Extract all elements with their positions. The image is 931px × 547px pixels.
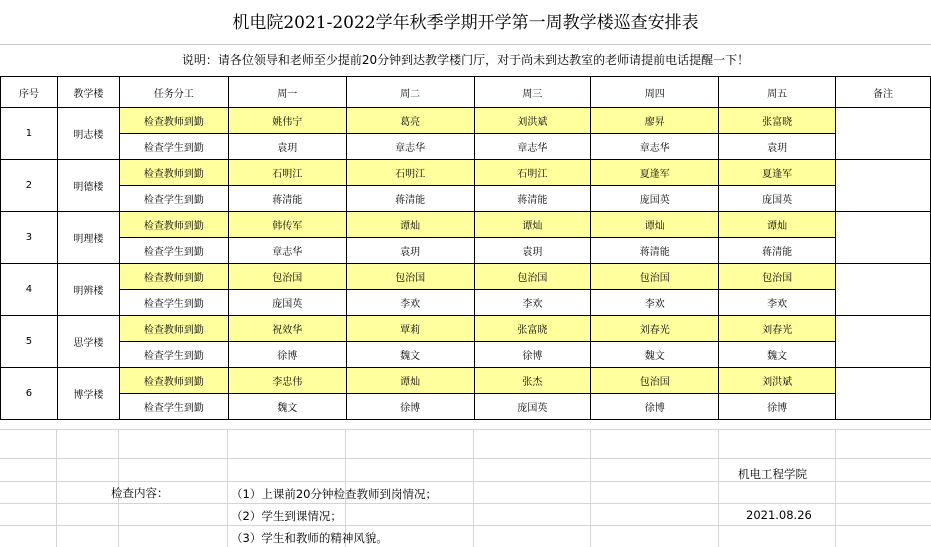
student-cell: 袁玥 [719,134,836,160]
header-remark: 备注 [836,77,931,108]
student-cell: 魏文 [228,394,346,420]
task-label: 检查学生到勤 [119,290,228,316]
student-row [1,290,931,316]
student-row [1,394,931,420]
student-cell: 徐博 [719,394,836,420]
footer-item-1: （1）上课前20分钟检查教师到岗情况； [231,487,437,501]
teacher-cell: 谭灿 [346,212,474,238]
teacher-cell: 石明江 [228,160,346,186]
sheet-title: 机电院2021-2022学年秋季学期开学第一周教学楼巡查安排表 [0,0,931,45]
building-name: 思学楼 [57,316,119,368]
teacher-row [1,212,931,238]
student-cell: 庞国英 [474,394,591,420]
teacher-row [1,160,931,186]
footer-item-2: （2）学生到课情况； [231,509,342,523]
footer-org: 机电工程学院 [738,467,807,481]
building-name: 博学楼 [57,368,119,420]
student-cell: 章志华 [474,134,591,160]
student-cell: 李欢 [591,290,719,316]
teacher-row [1,108,931,134]
teacher-cell: 韩传军 [228,212,346,238]
student-cell: 章志华 [346,134,474,160]
task-label: 检查学生到勤 [119,342,228,368]
teacher-row [1,316,931,342]
remark-cell [836,108,931,160]
student-cell: 蒋清能 [719,238,836,264]
teacher-cell: 刘春光 [591,316,719,342]
student-cell: 蒋清能 [346,186,474,212]
teacher-cell: 廖昇 [591,108,719,134]
patrol-schedule-table [0,76,931,420]
header-thu: 周四 [591,77,719,108]
teacher-cell: 石明江 [346,160,474,186]
student-cell: 庞国英 [719,186,836,212]
teacher-cell: 刘春光 [719,316,836,342]
student-cell: 章志华 [591,134,719,160]
header-tue: 周二 [346,77,474,108]
student-cell: 李欢 [474,290,591,316]
row-number: 2 [1,160,58,212]
row-number: 3 [1,212,58,264]
task-label: 检查学生到勤 [119,238,228,264]
task-label: 检查教师到勤 [119,108,228,134]
footer-area [0,429,931,547]
row-number: 4 [1,264,58,316]
remark-cell [836,212,931,264]
header-row [1,77,931,108]
teacher-cell: 石明江 [474,160,591,186]
footer-check-label: 检查内容： [111,486,169,500]
remark-cell [836,160,931,212]
teacher-row [1,368,931,394]
student-cell: 袁玥 [346,238,474,264]
student-cell: 徐博 [474,342,591,368]
student-cell: 蒋清能 [228,186,346,212]
header-fri: 周五 [719,77,836,108]
building-name: 明志楼 [57,108,119,160]
teacher-cell: 刘洪斌 [474,108,591,134]
task-label: 检查教师到勤 [119,212,228,238]
footer-item-3: （3）学生和教师的精神风貌。 [231,531,388,545]
student-row [1,342,931,368]
task-label: 检查学生到勤 [119,394,228,420]
teacher-cell: 姚伟宁 [228,108,346,134]
instruction-note: 说明：请各位领导和老师至少提前20分钟到达教学楼门厅，对于尚未到达教室的老师请提前电话提醒一下！ [0,44,931,77]
remark-cell [836,316,931,368]
teacher-cell: 谭灿 [591,212,719,238]
row-number: 1 [1,108,58,160]
remark-cell [836,368,931,420]
teacher-row [1,264,931,290]
teacher-cell: 张富晓 [474,316,591,342]
student-cell: 魏文 [719,342,836,368]
student-cell: 魏文 [346,342,474,368]
header-building: 教学楼 [57,77,119,108]
task-label: 检查学生到勤 [119,134,228,160]
header-wed: 周三 [474,77,591,108]
teacher-cell: 包治国 [591,264,719,290]
task-label: 检查教师到勤 [119,160,228,186]
student-row [1,238,931,264]
footer-date: 2021.08.26 [746,508,812,522]
teacher-cell: 谭灿 [346,368,474,394]
student-cell: 魏文 [591,342,719,368]
teacher-cell: 张杰 [474,368,591,394]
student-cell: 徐博 [346,394,474,420]
building-name: 明德楼 [57,160,119,212]
task-label: 检查教师到勤 [119,264,228,290]
task-label: 检查教师到勤 [119,368,228,394]
teacher-cell: 覃莉 [346,316,474,342]
row-number: 6 [1,368,58,420]
header-no: 序号 [1,77,58,108]
header-task: 任务分工 [119,77,228,108]
row-number: 5 [1,316,58,368]
teacher-cell: 包治国 [346,264,474,290]
building-name: 明辨楼 [57,264,119,316]
student-cell: 李欢 [719,290,836,316]
teacher-cell: 谭灿 [719,212,836,238]
teacher-cell: 张富晓 [719,108,836,134]
teacher-cell: 包治国 [228,264,346,290]
task-label: 检查教师到勤 [119,316,228,342]
teacher-cell: 夏逢军 [591,160,719,186]
teacher-cell: 祝效华 [228,316,346,342]
student-cell: 章志华 [228,238,346,264]
student-cell: 袁玥 [228,134,346,160]
student-cell: 徐博 [591,394,719,420]
building-name: 明理楼 [57,212,119,264]
teacher-cell: 包治国 [474,264,591,290]
teacher-cell: 包治国 [719,264,836,290]
student-cell: 庞国英 [591,186,719,212]
teacher-cell: 谭灿 [474,212,591,238]
teacher-cell: 夏逢军 [719,160,836,186]
task-label: 检查学生到勤 [119,186,228,212]
teacher-cell: 包治国 [591,368,719,394]
teacher-cell: 刘洪斌 [719,368,836,394]
student-cell: 徐博 [228,342,346,368]
teacher-cell: 葛亮 [346,108,474,134]
student-cell: 蒋清能 [591,238,719,264]
schedule-body [1,108,931,420]
student-cell: 李欢 [346,290,474,316]
header-mon: 周一 [228,77,346,108]
teacher-cell: 李忠伟 [228,368,346,394]
student-cell: 庞国英 [228,290,346,316]
student-row [1,186,931,212]
student-cell: 蒋清能 [474,186,591,212]
student-cell: 袁玥 [474,238,591,264]
remark-cell [836,264,931,316]
student-row [1,134,931,160]
